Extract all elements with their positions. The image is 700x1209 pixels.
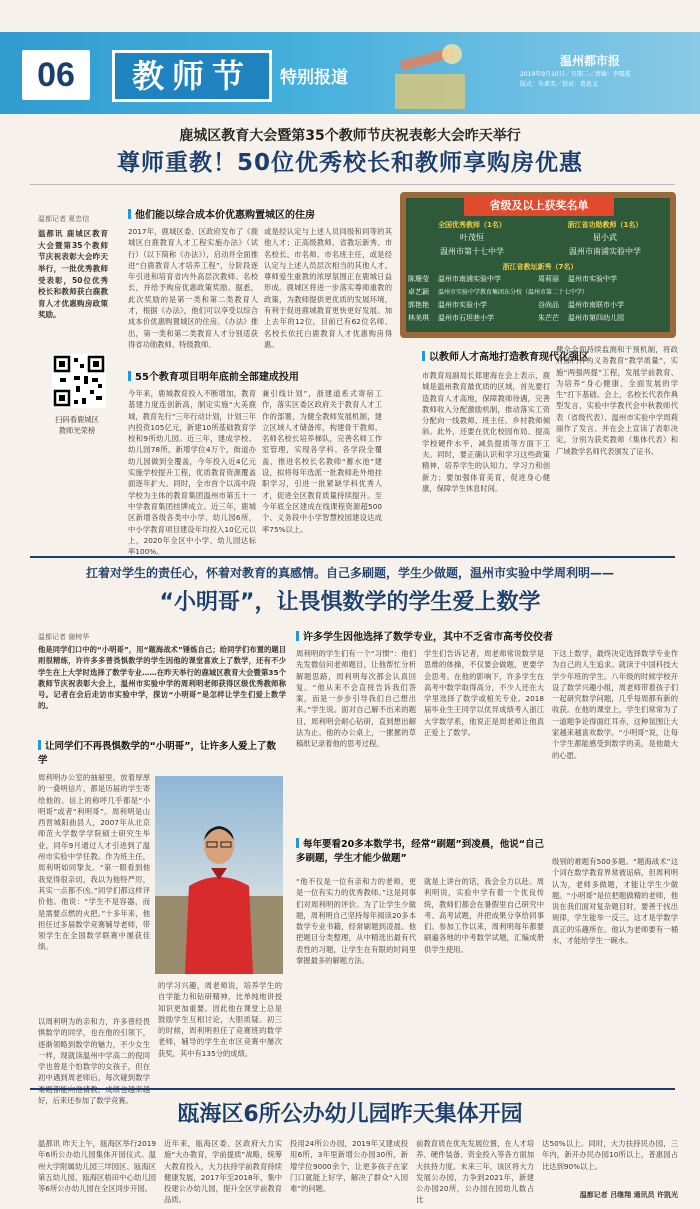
qr-caption: 扫码看鹿城区教师光荣榜 (55, 415, 99, 436)
story2-para-3c: 级别的难题有500多题。“题海战术”这个词在数学教育界常被诟病，但周利明认为，老师多做题，才能让学生少做题。“小明哥”是位把题做精的老师，他说在我们面对复杂题目时，要善于找出规律，学生能举一反三，这才是学数学真正的乐趣所在。他认为老师要有一桶水，才能给学生一碗水。 (552, 857, 678, 946)
story2-para-3a: “他不仅是一位有亲和力的老师，更是一位有实力的优秀教师。”这是同事们对周利明的评价。为了让学生少做题，周利明自己坚持每年阅读20多本数学专业书籍，经常刷题到凌晨。他把题目分类整理，从中精选出最有代表性的习题，让学生在有限的时间里掌握最多的解题方法。 (296, 877, 416, 966)
story1-para-2a: 今年来，鹿城教育投入不断增加，教育基建力度连创新高，制定实施“大美鹿城，教育先行”三年行动计划，计划三年内投资105亿元，新建10所基础教育学校和9所幼儿园。近三年，建成学校、幼儿园78所，新增学位4万个，街道办幼儿园做到全覆盖，今年投入近4亿元实施学校提升工程，优质教育资源覆盖面逐年扩大。同时，全市首个以高中段学校为主体的教育集团温州市第五十一中学教育集团挂牌成立。近三年，鹿城区新增各级各类中小学、幼儿园6所，中小学教育项目建设年均投入10亿元以上，2020年全区中小学、幼儿园达标率100%。 (128, 389, 256, 557)
winner-school: 温州市实验小学 (438, 301, 487, 309)
award-board-title: 省级及以上获奖名单 (489, 199, 589, 212)
story2-para-2b: 学生们告诉记者，周老师常说数学是思维的体操，不仅要会做题，更要学会思考。在他的影响下，许多学生在高考中数学取得高分，不少人还在大学里选择了数学或相关专业。2018届毕业生王同学以优异成绩考入浙江大学数学系，他说正是周老师让他真正爱上了数学。 (424, 649, 544, 738)
story3-col-5: 达50%以上。同时，大力扶持民办园，三年内，新开办民办园10所以上，普惠园占比达到90%以上。 (542, 1139, 678, 1171)
story2-subhead-2: 许多学生因他选择了数学专业，其中不乏省市高考佼佼者 (296, 630, 553, 645)
story1-para-1a: 2017年，鹿城区委、区政府发布了《鹿城区白鹿教育人才工程实施办法》（试行）（以下简称《办法》），启动并全面推进“白鹿教育人才培养工程”，分阶段逐年引进和培育省内外高层次教师、名校长，并给予购房优惠政策奖励。据悉，此次奖励的是第一类和第二类教育人才，根据《办法》，他们可以享受以综合成本价优惠购置城区的住房。《办法》推出，第一类和第二类教育人才分别适获得省功勋教师、特级教师、 (128, 227, 258, 349)
story2-para-1: 周利明办公室的抽屉里，放着厚厚的一叠明信片，都是历届的学生寄给他的。信上的称呼几乎都是“小明哥”或者“利明哥”。周利明是山西晋城阳曲县人，2007年从北京师范大学数学学院硕士研究生毕业，同年9月通过人才引进到了温州市实验中学任教。作为班主任，周利明如同挚友。“第一眼看到他我觉得很亲切，我以为他特严厉，其实一点都不凶。”同学们都这样评价他。他说：“学生不是容器，而是需要点燃的火把。”十多年来，他担任过多届数学竞赛辅导老师，带领学生在全国数学联赛中屡获佳绩。 (38, 773, 150, 952)
special-report-label: 特别报道 (280, 68, 348, 88)
story1-subhead-1: 他们能以综合成本价优惠购置城区的住房 (128, 208, 315, 223)
winner-name: 朱芒芒 (538, 314, 559, 322)
story-divider (30, 556, 675, 558)
story3-col-2: 近年来，瓯海区委、区政府大力实施“大办教育，学前提质”战略，统筹大教育投入，大力扶持学前教育持续健康发展，2017年至2018年，集中投建公办幼儿园，提升全区学前教育品质。 (164, 1139, 282, 1205)
paper-name: 温州都市报 (560, 54, 621, 68)
story1-para-1b: 或是经认定与上述人员同级和同等的其他人才；正高级教师、省教坛新秀、市名校长、市名师、市名班主任，或是经认定与上述人员层次相当的其他人才。尊师爱生重教的浓厚氛围正在鹿城日益形成。鹿城区将进一步落实尊师重教的政策，为教师提供更优质的发展环境，有利于促进鹿城教育更快更好发展。加上去年的12位，目前已有62位名师、名校长依托白鹿教育人才优惠购房得惠。 (264, 227, 392, 349)
winner-school: 温州市南浦实验中学 (438, 275, 501, 283)
winner-school: 温州市第四幼儿园 (568, 314, 624, 322)
story2-para-1c: 的学习兴趣，周老师说，培养学生的自学能力和钻研精神，比单纯地讲授知识更加重要。因此他在课堂上总是鼓励学生互相讨论，大胆质疑。初三的时候，周利明担任了竞赛班的数学老师，辅导的学生在市区竞赛中屡次获奖，其中有135分的成绩。 (158, 981, 282, 1058)
story1-para-3b: 健全全面持续监测和干预机制，将政府部门作为义务教育“教学质量”，实施“两强两提”工程，发展学前教育、为培养“身心健康、全面发展的学生”打下基础。会上，名校长代表作典型发言，实验中学教代会中秋教师代表（省级代表）、温州市实验中学周莉丽作了发言、并在会上宣读了表彰决定，分别为获奖教师（集体代表）和广域教学名师代表颁发了证书。 (556, 345, 678, 456)
story2-para-3b: 就是上讲台的话，我会全力以赴。周利明说，实验中学有着一个优良传统，教师们都会在暑假里自己研究中考、高考试题，并把成果分享给同事们。参加工作以来，周利明每年都要刷遍各地的中考数学试题，汇编成册供学生使用。 (424, 877, 544, 954)
award-row (408, 286, 670, 299)
award-category-1-name: 叶茂恒 (460, 233, 484, 242)
story1-byline: 温都记者 夏忠信 (38, 215, 90, 223)
winner-name: 陈珊莹 (408, 275, 429, 283)
story1-kicker: 鹿城区教育大会暨第35个教师节庆祝表彰大会昨天举行 (179, 128, 521, 144)
decoration-icon (380, 34, 475, 114)
story2-headline: “小明哥”，让畏惧数学的学生爱上数学 (159, 590, 541, 615)
winner-school: 温州市实验中学 (568, 275, 617, 283)
story2-para-2c: 下这上数学，最终决定选择数学专业作为自己的人生追求。就读于中国科技大学少年班的学生。八年级的时候学校开设了数学兴趣小组，周老师带着孩子们一起研究数学问题，几乎每周都有新的收获。在他的课堂上，学生们常常为了一道题争论得面红耳赤，这种氛围让大家越来越喜欢数学。“小明哥”说，让每个学生都能感受到数学的美，是他最大的心愿。 (552, 649, 678, 760)
award-category-2-school: 温州市南浦实验中学 (569, 247, 641, 256)
story2-byline: 温都记者 谢树华 (38, 633, 90, 641)
winner-school: 温州市实验中学教育集团东分校（温州市第二十七中学） (438, 289, 589, 296)
story3-byline: 温都记者 吕继翔 通讯员 许凯光 (579, 1191, 678, 1199)
story1-headline: 尊师重教！50位优秀校长和教师享购房优惠 (116, 150, 583, 176)
award-category-2: 浙江省功勋教师（1名） (567, 221, 643, 229)
award-rows (408, 273, 670, 325)
story2-para-2a: 周利明的学生们有一个“习惯”：他们先发微信问老师题目，让他帮忙分析解题思路，周利明每次都会认真回复。“他从来不会直接告诉我们答案，而是一步步引导我们自己想出来。”学生说。面对自己解不出来的题目，周利明会耐心钻研，直到想出解法为止。他的办公桌上，一摞摞的草稿纸记录着他的思考过程。 (296, 649, 416, 749)
teacher-photo (155, 776, 283, 974)
award-row (408, 312, 670, 325)
story2-subhead-3: 每年要看20多本数学书，经常“刷题”到凌晨，他说“自己多刷题，学生才能少做题” (296, 839, 544, 864)
story1-lead: 温都讯 鹿城区教育大会暨第35个教师节庆祝表彰大会昨天举行，一批优秀教师受表彰，50位优秀校长和教师获白鹿教育人才优惠购房政策奖励。 (38, 229, 108, 320)
winner-name: 周莉丽 (538, 275, 559, 283)
award-category-3: 浙江省教坛新秀（7名） (502, 263, 578, 271)
story2-lead: 他是同学们口中的“小明哥”，用“题海战术”锤炼自己；给同学们布置的题目则很精练，许许多多曾畏惧数学的学生因他的课堂喜欢上了数学，还有不少学生在上大学时选择了数学专业……在昨天举行的鹿城区教育大会暨第35个教师节庆祝表彰大会上，温州市实验中学的周利明老师获得区级优秀教师称号。记者在会后走访市实验中学，探访“小明哥”是怎样让学生们爱上数学的。 (38, 645, 286, 711)
award-row (408, 299, 670, 312)
award-row (408, 273, 670, 286)
qr-code-icon (52, 354, 106, 408)
story1-subhead-3: 以教师人才高地打造教育现代化强区 (422, 350, 589, 365)
story2-subhead-1: 让同学们不再畏惧数学的“小明哥”，让许多人爱上了数学 (38, 741, 276, 766)
award-category-2-name: 屈小武 (593, 233, 617, 242)
story3-col-1: 温都讯 昨天上午，瓯海区举行2019年6所公办幼儿园集体开园仪式。温州大学附属幼儿园三垟园区、瓯海区第五幼儿园、瓯海区梧田中心幼儿园等6所公办幼儿园在全区同步开园。 (38, 1139, 156, 1194)
story1-para-2b: 兼引线计划”，浙建道系式寄宿工作，落实区委区政府关于教育人才工作的部署，为健全教师发展机制，建立区域人才储备库，构建骨干教师、名师名校长培养梯队，完善名师工作室管理，实现各学科、各学段全覆盖，推进名校长名教师“蓄水池”建设，拟将每年选派一批教师赴外地挂职学习，引进一批紧缺学科优秀人才，促进全区教育质量持续提升。至今年底全区建成在线课程资源超500个、义务段中小学智慧校园建设达成率75%以上。 (262, 389, 382, 534)
winner-school: 温州市南联市小学 (568, 301, 624, 309)
winner-name: 林美琪 (408, 314, 429, 322)
story1-subhead-2: 55个教育项目明年底前全部建成投用 (128, 370, 299, 385)
story2-para-1b: 以周利明为的亲和力，许多曾经畏惧数学的同学，也在他的引领下，逐渐领略到数学的魅力，不少女生一样，现就读温州中学高二的倪同学也曾是个怕数学的女孩子，但在初中遇到周老师后，每次碰到数学 好，后来还参加了数学竞赛。 (38, 1017, 150, 1106)
page-number: 06 (37, 56, 75, 94)
story3-headline: 瓯海区6所公办幼儿园昨天集体开园 (177, 1102, 523, 1127)
issue-date: 2019年9月10日／星期二／责编：李震霞 (520, 71, 631, 78)
story3-col-3: 投用24所公办园，2019年又建成投用6所，3年里新增公办园30所，新增学位9000余个，让更多孩子在家门口就能上好学，解决了群众“入园难”的问题。 (290, 1139, 408, 1194)
award-category-1: 全国优秀教师（1名） (438, 221, 506, 229)
award-category-1-school: 温州市第十七中学 (440, 247, 504, 256)
story3-col-4: 前教育质在优先发展位置，在人才培养、硬件装备、资金投入等各方面加大扶持力度。未来三年，该区将大力发展公办园，力争到2021年，新建公办园20所，公办园在园幼儿数占比 (416, 1139, 534, 1205)
story1-divider (30, 184, 675, 185)
winner-name: 谷尚品 (538, 301, 559, 309)
winner-name: 卓艺颖 (408, 288, 429, 296)
winner-name: 郭艳艳 (408, 301, 429, 309)
story2-kicker: 扛着对学生的责任心，怀着对教育的真感情。自己多刷题，学生少做题，温州市实验中学周利明—— (85, 566, 614, 580)
story-divider (30, 1088, 675, 1090)
section-title: 教师节 (131, 57, 252, 95)
editor-credits: 版式：朱素美／校对：葛恩义 (520, 81, 599, 88)
winner-school: 温州市石坦巷小学 (438, 314, 494, 322)
story1-para-3a: 市教育局副局长郑建海在会上表示，鹿城是温州教育最优质的区域，首先要打造教育人才高地，保障教师待遇，完善教师收入分配激励机制，推动落实工资分配向一线教师、班主任、乡村教师倾斜。此外，还要在优化校园布局、提高学校硬件水平，减负提质等方面下工夫。同时，要正确认识和学习这些政策精神，培养学生的认知力、学习力和创新力；要加强体育美育，促进身心健康，保障学生休息时间。 (422, 371, 550, 493)
